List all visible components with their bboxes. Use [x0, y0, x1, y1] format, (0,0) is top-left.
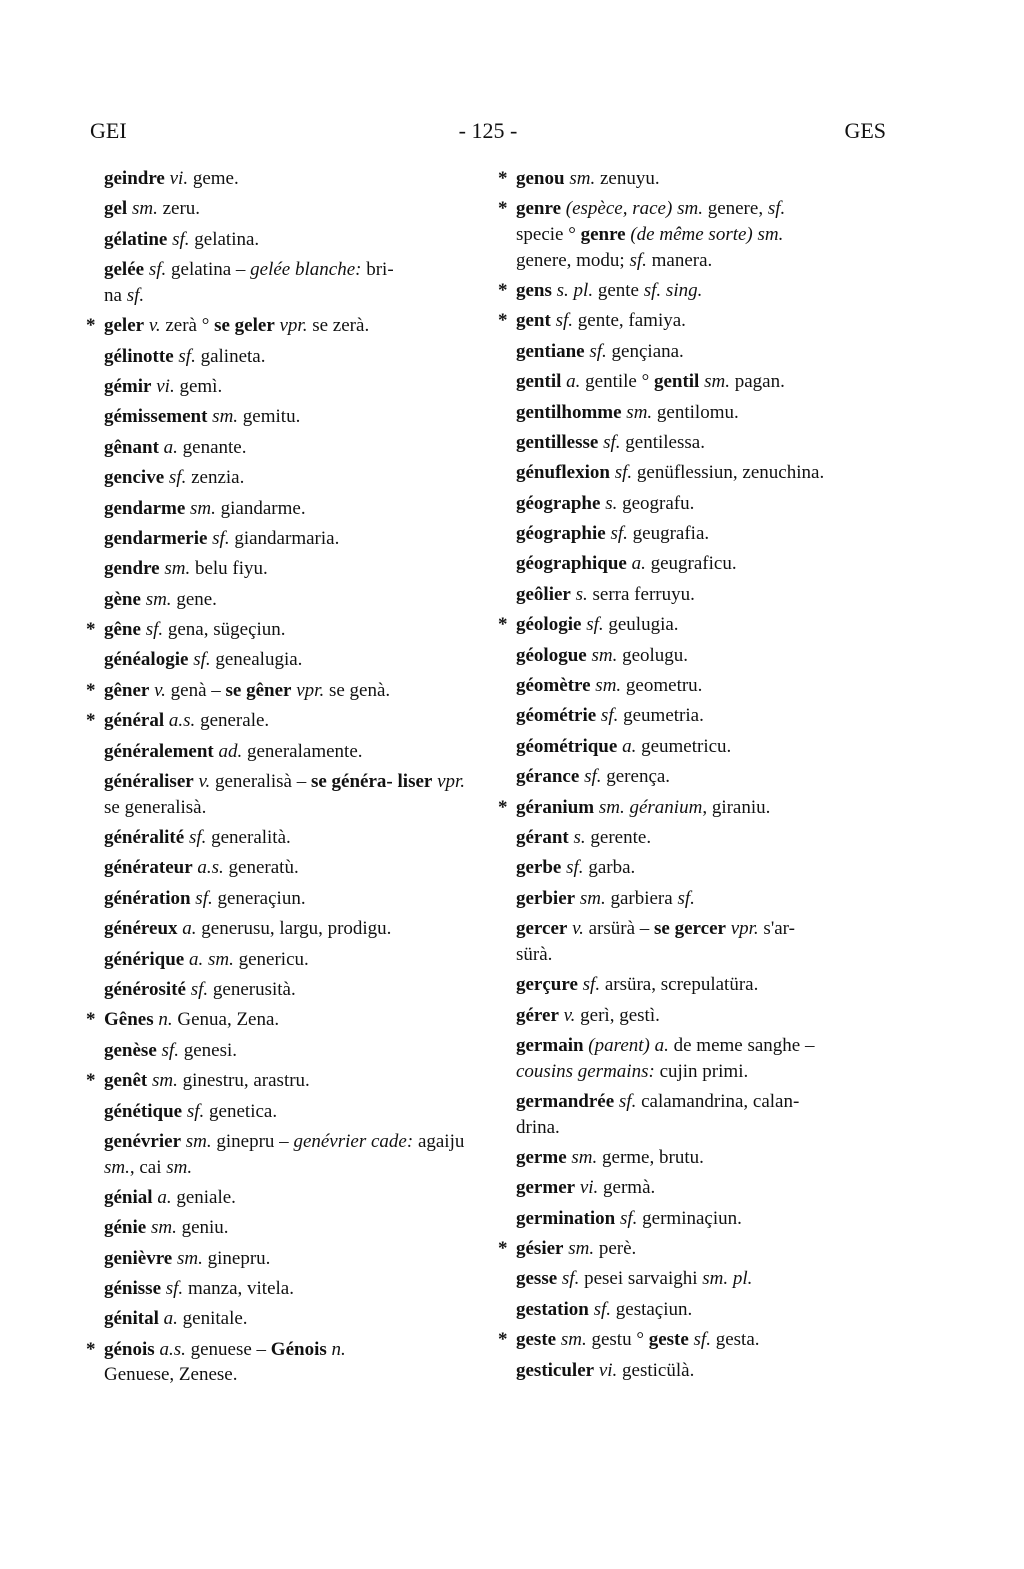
dictionary-entry: [86, 556, 474, 582]
entry-text: généralement ad. generalamente.: [104, 740, 363, 762]
entry-text: geste sm. gestu ° geste sf. gesta.: [516, 1329, 760, 1351]
dictionary-entry: [86, 855, 474, 881]
entry-text: géométrie sf. geumetria.: [516, 705, 704, 727]
dictionary-entry: [498, 369, 890, 395]
star-marker: *: [86, 1338, 96, 1360]
star-marker: *: [86, 710, 96, 732]
entry-text: génial a. geniale.: [104, 1186, 236, 1208]
entry-text: genre (espèce, race) sm. genere, sf. specie ° genre (de même sorte) sm. genere, modu; sf. manera.: [516, 198, 786, 271]
entry-text: germer vi. germà.: [516, 1177, 656, 1199]
star-marker: *: [498, 310, 508, 332]
entry-text: gendarme sm. giandarme.: [104, 497, 306, 519]
entry-text: gestation sf. gestaçiun.: [516, 1298, 693, 1320]
dictionary-entry: [86, 257, 474, 308]
star-marker: *: [86, 619, 96, 641]
entry-text: gentil a. gentile ° gentil sm. pagan.: [516, 371, 785, 393]
entry-text: généraliser v. generalisà – se généra- liser vpr. se generalisà.: [104, 771, 466, 818]
dictionary-entry: [86, 587, 474, 613]
entry-text: germination sf. germinaçiun.: [516, 1207, 742, 1229]
dictionary-entry: [86, 1129, 474, 1180]
dictionary-entry: [86, 313, 474, 339]
dictionary-entry: [498, 430, 890, 456]
entry-text: gesse sf. pesei sarvaighi sm. pl.: [516, 1268, 753, 1290]
star-marker: *: [498, 1329, 508, 1351]
entry-text: gencive sf. zenzia.: [104, 467, 245, 489]
entry-text: germandrée sf. calamandrina, calan- drina.: [516, 1090, 800, 1138]
entry-text: genou sm. zenuyu.: [516, 168, 660, 189]
dictionary-entry: [498, 972, 890, 998]
entry-text: gercer v. arsürà – se gercer vpr. s'ar- sürà.: [516, 918, 795, 965]
entry-text: géologue sm. geolugu.: [516, 644, 689, 666]
dictionary-entry: [498, 491, 890, 517]
entry-text: geôlier s. serra ferruyu.: [516, 583, 695, 605]
star-marker: *: [86, 1070, 96, 1092]
dictionary-entry: [86, 465, 474, 491]
entry-text: général a.s. generale.: [104, 710, 270, 732]
entry-text: géomètre sm. geometru.: [516, 675, 703, 697]
entry-text: gentiane sf. gençiana.: [516, 340, 684, 362]
entry-text: générosité sf. generusità.: [104, 978, 296, 1000]
dictionary-entry: [86, 496, 474, 522]
dictionary-entry: [86, 166, 474, 192]
entry-text: gémir vi. gemì.: [104, 375, 223, 397]
entry-text: Gênes n. Genua, Zena.: [104, 1009, 280, 1031]
dictionary-entry: [86, 1246, 474, 1272]
entry-text: géométrique a. geumetricu.: [516, 735, 732, 757]
entry-text: gélinotte sf. galineta.: [104, 345, 266, 367]
entry-text: génie sm. geniu.: [104, 1217, 229, 1239]
header-right-guide-word: GES: [844, 118, 886, 143]
entry-text: gendre sm. belu fiyu.: [104, 558, 268, 580]
entry-text: génisse sf. manza, vitela.: [104, 1278, 294, 1300]
dictionary-entry: [86, 977, 474, 1003]
dictionary-entry: [86, 1185, 474, 1211]
entry-text: genévrier sm. ginepru – genévrier cade: agaiju sm., cai sm.: [104, 1130, 465, 1178]
dictionary-entry: [498, 1003, 890, 1029]
dictionary-entry: [498, 196, 890, 273]
star-marker: *: [498, 168, 508, 189]
entry-text: genêt sm. ginestru, arastru.: [104, 1070, 310, 1092]
dictionary-entry: [86, 1215, 474, 1241]
entry-text: génois a.s. genuese – Génois n. Genuese, Zenese.: [104, 1338, 346, 1386]
dictionary-entry: [86, 769, 474, 820]
entry-text: gerçure sf. arsüra, screpulatüra.: [516, 974, 759, 996]
dictionary-entry: [498, 521, 890, 547]
entry-text: gésier sm. perè.: [516, 1238, 637, 1260]
dictionary-entry: [498, 1297, 890, 1323]
entry-text: générateur a.s. generatù.: [104, 857, 299, 879]
entry-text: gendarmerie sf. giandarmaria.: [104, 527, 340, 549]
entry-text: gentillesse sf. gentilessa.: [516, 431, 705, 453]
dictionary-entry: [86, 1007, 474, 1033]
header-left-guide-word: GEI: [90, 118, 127, 143]
entry-text: genèse sf. genesi.: [104, 1039, 237, 1061]
entry-text: gens s. pl. gente sf. sing.: [516, 279, 703, 301]
star-marker: *: [498, 279, 508, 301]
entry-text: gémissement sm. gemitu.: [104, 406, 301, 428]
entry-text: géographe s. geografu.: [516, 492, 695, 514]
dictionary-entry: [498, 1033, 890, 1084]
star-marker: *: [498, 198, 508, 220]
dictionary-entry: [498, 460, 890, 486]
dictionary-entry: [86, 526, 474, 552]
star-marker: *: [86, 315, 96, 337]
star-marker: *: [86, 679, 96, 701]
entry-text: gêne sf. gena, sügeçiun.: [104, 619, 286, 641]
entry-text: gérant s. gerente.: [516, 827, 652, 848]
entry-text: gerbe sf. garba.: [516, 857, 636, 879]
dictionary-entry: [86, 825, 474, 851]
dictionary-entry: [498, 551, 890, 577]
entry-text: génuflexion sf. genüflessiun, zenuchina.: [516, 462, 825, 484]
dictionary-entry: [498, 166, 890, 192]
entry-text: génétique sf. genetica.: [104, 1100, 278, 1122]
dictionary-entry: [498, 278, 890, 304]
dictionary-entry: [498, 1358, 890, 1384]
star-marker: *: [86, 1009, 96, 1031]
entry-text: géologie sf. geulugia.: [516, 614, 679, 636]
dictionary-entry: [498, 582, 890, 608]
dictionary-entry: [86, 344, 474, 370]
dictionary-entry: [498, 1266, 890, 1292]
dictionary-entry: [86, 196, 474, 222]
dictionary-entry: [498, 1175, 890, 1201]
entry-text: généralité sf. generalità.: [104, 827, 291, 848]
entry-text: gesticuler vi. gesticülà.: [516, 1359, 695, 1381]
entry-text: gérance sf. gerença.: [516, 766, 671, 788]
dictionary-entry: [86, 1099, 474, 1125]
entry-text: génération sf. generaçiun.: [104, 887, 306, 909]
left-column: [86, 166, 474, 1393]
dictionary-entry: [498, 339, 890, 365]
dictionary-entry: [86, 678, 474, 704]
dictionary-entry: [86, 404, 474, 430]
entry-text: géranium sm. géranium, giraniu.: [516, 796, 771, 818]
dictionary-entry: [498, 1145, 890, 1171]
entry-text: gêner v. genà – se gêner vpr. se genà.: [104, 679, 391, 701]
page-number: - 125 -: [458, 118, 518, 143]
entry-text: géographique a. geugraficu.: [516, 553, 737, 575]
dictionary-entry: [498, 673, 890, 699]
dictionary-entry: [498, 734, 890, 760]
dictionary-entry: [498, 795, 890, 821]
dictionary-entry: [86, 708, 474, 734]
entry-text: géographie sf. geugrafia.: [516, 523, 710, 545]
dictionary-entry: [498, 400, 890, 426]
dictionary-entry: [498, 916, 890, 967]
entry-text: germe sm. germe, brutu.: [516, 1146, 704, 1168]
dictionary-entry: [86, 617, 474, 643]
dictionary-entry: [86, 916, 474, 942]
entry-text: genièvre sm. ginepru.: [104, 1247, 271, 1269]
page-header: [90, 118, 886, 148]
dictionary-entry: [86, 1038, 474, 1064]
entry-text: gélatine sf. gelatina.: [104, 228, 260, 250]
entry-text: générique a. sm. genericu.: [104, 948, 309, 970]
entry-text: génital a. genitale.: [104, 1308, 248, 1330]
entry-text: généreux a. generusu, largu, prodigu.: [104, 918, 392, 940]
star-marker: *: [498, 614, 508, 636]
dictionary-entry: [498, 308, 890, 334]
dictionary-entry: [86, 374, 474, 400]
dictionary-entry: [498, 1236, 890, 1262]
dictionary-entry: [86, 227, 474, 253]
entry-text: généalogie sf. genealugia.: [104, 649, 303, 671]
dictionary-entry: [498, 825, 890, 851]
entry-text: geler v. zerà ° se geler vpr. se zerà.: [104, 315, 370, 337]
entry-text: gentilhomme sm. gentilomu.: [516, 401, 739, 423]
dictionary-entry: [86, 1306, 474, 1332]
entry-text: gène sm. gene.: [104, 588, 217, 610]
dictionary-entry: [498, 886, 890, 912]
dictionary-entry: [86, 647, 474, 673]
dictionary-entry: [498, 855, 890, 881]
entry-text: gérer v. gerì, gestì.: [516, 1004, 660, 1026]
dictionary-entry: [498, 612, 890, 638]
entry-text: geindre vi. geme.: [104, 168, 239, 189]
star-marker: *: [498, 1238, 508, 1260]
dictionary-entry: [86, 1337, 474, 1388]
dictionary-entry: [86, 1276, 474, 1302]
dictionary-entry: [498, 703, 890, 729]
dictionary-entry: [498, 1206, 890, 1232]
entry-text: gelée sf. gelatina – gelée blanche: bri- na sf.: [104, 259, 394, 306]
star-marker: *: [498, 796, 508, 818]
right-column: [498, 166, 890, 1388]
dictionary-entry: [498, 764, 890, 790]
dictionary-entry: [498, 1089, 890, 1140]
dictionary-entry: [498, 643, 890, 669]
entry-text: gent sf. gente, famiya.: [516, 310, 686, 332]
dictionary-entry: [86, 1068, 474, 1094]
entry-text: germain (parent) a. de meme sanghe – cousins germains: cujin primi.: [516, 1034, 815, 1082]
dictionary-entry: [86, 435, 474, 461]
entry-text: gênant a. genante.: [104, 436, 247, 458]
dictionary-entry: [86, 739, 474, 765]
dictionary-entry: [86, 886, 474, 912]
dictionary-entry: [498, 1327, 890, 1353]
entry-text: gerbier sm. garbiera sf.: [516, 887, 695, 909]
dictionary-entry: [86, 947, 474, 973]
entry-text: gel sm. zeru.: [104, 198, 201, 220]
